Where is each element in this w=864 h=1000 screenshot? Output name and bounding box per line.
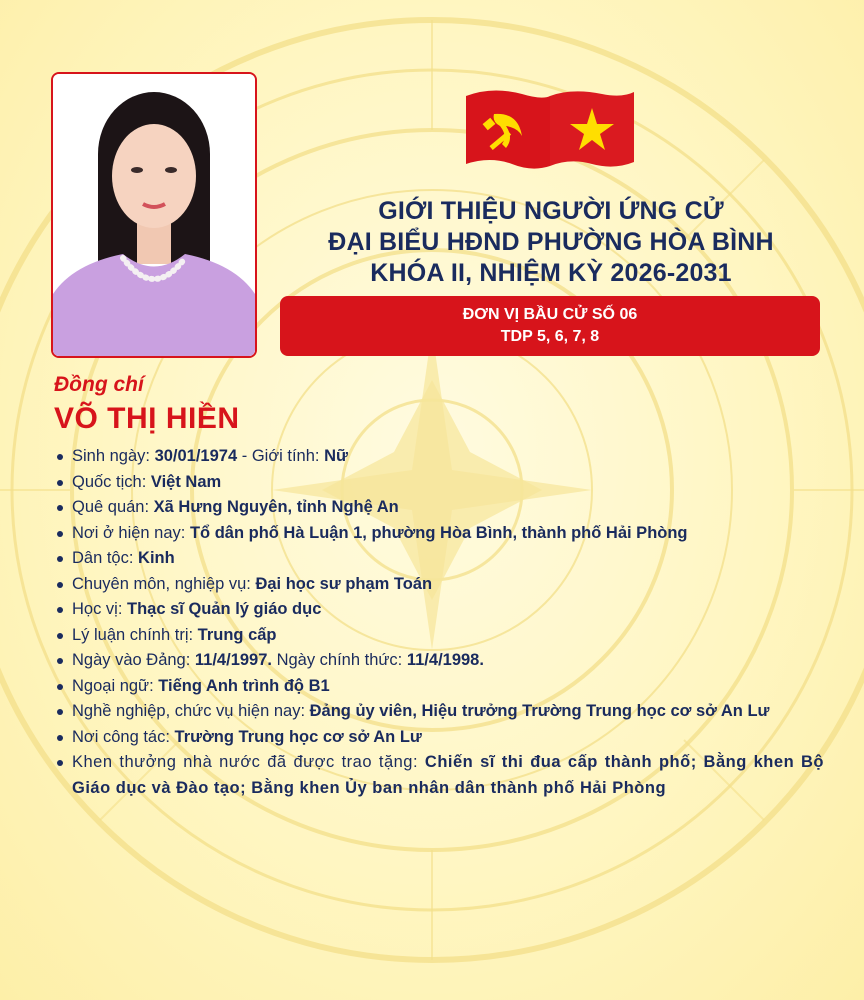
language-label: Ngoại ngữ:	[72, 676, 159, 695]
electoral-unit-area: TDP 5, 6, 7, 8	[500, 328, 600, 345]
birth-label: Sinh ngày:	[72, 447, 155, 465]
nationality-value: Việt Nam	[150, 472, 222, 491]
birth-value: 30/01/1974	[154, 447, 238, 465]
info-residence	[54, 521, 824, 547]
gender-label: - Giới tính:	[237, 447, 325, 465]
info-awards	[54, 750, 824, 801]
politics-value: Trung cấp	[197, 625, 277, 644]
language-value: Tiếng Anh trình độ B1	[158, 676, 330, 695]
degree-value: Thạc sĩ Quản lý giáo dục	[127, 600, 322, 618]
awards-label: Khen thưởng nhà nước đã được trao tặng:	[72, 753, 425, 771]
workplace-label: Nơi công tác:	[72, 727, 175, 746]
electoral-unit-box	[280, 296, 820, 356]
info-birth	[54, 444, 824, 470]
position-value: Đảng ủy viên, Hiệu trưởng Trường Trung học cơ sở An Lư	[309, 702, 770, 720]
heading-line-3: KHÓA II, NHIỆM KỲ 2026-2031	[370, 259, 732, 287]
position-label: Nghề nghiệp, chức vụ hiện nay:	[72, 702, 310, 720]
info-hometown	[54, 495, 824, 521]
candidate-name: VÕ THỊ HIỀN	[54, 402, 240, 435]
party-join-label: Ngày vào Đảng:	[72, 651, 195, 669]
candidate-info-list	[54, 444, 824, 801]
awards-value: Chiến sĩ thi đua cấp thành phố; Bằng khen Bộ Giáo dục và Đào tạo; Bằng khen Ủy ban nhân dân thành phố Hải Phòng	[72, 753, 824, 797]
candidate-title: Đồng chí	[54, 373, 144, 396]
residence-value: Tổ dân phố Hà Luận 1, phường Hòa Bình, thành phố Hải Phòng	[189, 523, 688, 542]
info-workplace	[54, 725, 824, 751]
party-and-national-flag-icon	[462, 86, 638, 176]
info-degree	[54, 597, 824, 623]
politics-label: Lý luận chính trị:	[72, 625, 198, 644]
nationality-label: Quốc tịch:	[72, 472, 151, 491]
profession-label: Chuyên môn, nghiệp vụ:	[72, 574, 256, 593]
info-politics	[54, 623, 824, 649]
electoral-unit-number: ĐƠN VỊ BẦU CỬ SỐ 06	[462, 306, 638, 323]
info-ethnicity	[54, 546, 824, 572]
workplace-value: Trường Trung học cơ sở An Lư	[174, 727, 422, 746]
info-language	[54, 674, 824, 700]
ethnicity-label: Dân tộc:	[72, 549, 139, 567]
info-position	[54, 699, 824, 725]
poster-heading	[268, 196, 834, 289]
info-nationality	[54, 470, 824, 496]
profession-value: Đại học sư phạm Toán	[255, 574, 433, 593]
party-official-value: 11/4/1998.	[406, 651, 484, 669]
ethnicity-value: Kinh	[138, 549, 175, 567]
info-profession	[54, 572, 824, 598]
party-join-value: 11/4/1997.	[194, 651, 272, 669]
residence-label: Nơi ở hiện nay:	[72, 523, 190, 542]
hometown-value: Xã Hưng Nguyên, tỉnh Nghệ An	[153, 498, 399, 516]
heading-line-1: GIỚI THIỆU NGƯỜI ỨNG CỬ	[378, 197, 724, 225]
degree-label: Học vị:	[72, 600, 128, 618]
candidate-portrait	[51, 72, 257, 358]
info-party	[54, 648, 824, 674]
heading-line-2: ĐẠI BIỂU HĐND PHƯỜNG HÒA BÌNH	[328, 228, 774, 256]
hometown-label: Quê quán:	[72, 498, 154, 516]
party-official-label: Ngày chính thức:	[271, 651, 407, 669]
gender-value: Nữ	[324, 447, 348, 465]
